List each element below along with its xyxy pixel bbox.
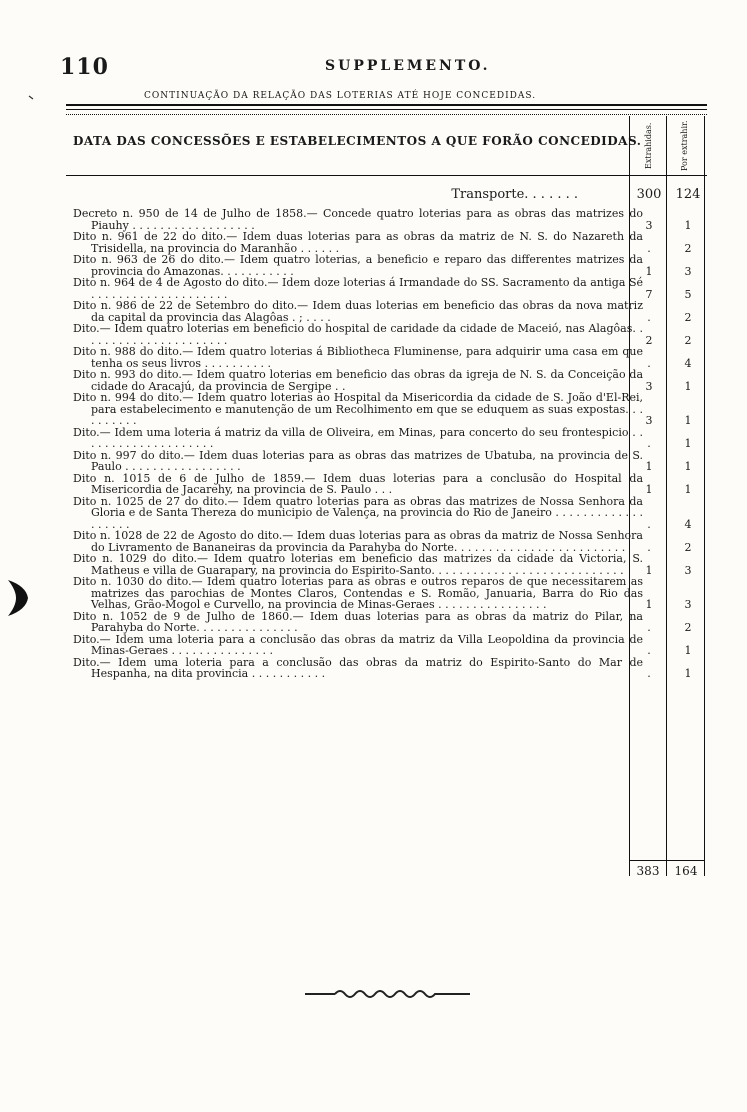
entry-extrahidas: 1 — [645, 483, 653, 496]
wavy-rule-ornament-icon — [0, 982, 747, 1002]
table-row — [73, 346, 703, 369]
header-rule-dotted — [66, 114, 707, 115]
entry-extrahidas: . — [647, 517, 651, 531]
entry-text: Dito n. 1029 do dito.— Idem quatro loterias em beneficio das matrizes da cidade da Victoria, S. Matheus e villa de Guarapary, na provincia do Espirito-Santo. . . . . . . . . . . . . . . . . . . . . . . . . . . . — [73, 552, 643, 577]
entry-extrahidas: . — [647, 621, 651, 634]
entry-por-extrahir: 5 — [684, 287, 692, 301]
table-row — [73, 611, 703, 634]
transporte-label: Transporte. . . . . . . — [451, 187, 578, 202]
entry-extrahidas: . — [647, 644, 651, 657]
table-row — [73, 231, 703, 254]
entry-por-extrahir: 4 — [684, 517, 692, 531]
table-header: DATA DAS CONCESSÕES E ESTABELECIMENTOS A QUE FORÃO CONCEDIDAS. — [73, 134, 642, 148]
entry-text: Decreto n. 950 de 14 de Julho de 1858.— Concede quatro loterias para as obras das matrizes do Piauhy . . . . . . . . . . . . . . . . . . — [73, 207, 643, 232]
entry-extrahidas: 7 — [645, 287, 653, 301]
entry-extrahidas: 2 — [645, 333, 653, 347]
total-por-extrahir: 164 — [674, 864, 698, 878]
table-row — [73, 576, 703, 611]
table-header-rule — [66, 175, 707, 176]
table-row — [73, 553, 703, 576]
table-row — [73, 392, 703, 427]
entry-extrahidas: 1 — [645, 460, 653, 473]
table-row — [73, 277, 703, 300]
entry-por-extrahir: 2 — [684, 333, 692, 347]
entry-text: Dito n. 961 de 22 do dito.— Idem duas loterias para as obras da matriz de N. S. do Nazareth da Trisidella, na provincia do Maranhão . . . . . . — [73, 230, 643, 255]
page-subtitle: CONTINUAÇÃO DA RELAÇÃO DAS LOTERIAS ATÉ HOJE CONCEDIDAS. — [144, 91, 537, 101]
header-rule-thick — [66, 104, 707, 106]
entry-text: Dito n. 1028 de 22 de Agosto do dito.— Idem duas loterias para as obras da matriz de Nossa Senhora do Livramento de Bananeiras da provincia da Parahyba do Norte. . . . . . . . . . . . . . . . . . . . . . . . . — [73, 529, 643, 554]
entry-text: Dito n. 993 do dito.— Idem quatro loterias em beneficio das obras da igreja de N. S. da Conceição da cidade do Aracajú, da provincia de Sergipe . . — [73, 368, 643, 393]
column-header-extrahidas: Extrahidas. — [644, 122, 653, 170]
page-number: 110 — [60, 54, 109, 80]
table-row — [73, 530, 703, 553]
entry-por-extrahir: 1 — [684, 379, 692, 393]
entry-por-extrahir: 3 — [684, 563, 692, 577]
entry-text: Dito.— Idem quatro loterias em beneficio do hospital de caridade da cidade de Maceió, nas Alagôas. . . . . . . . . . . . . . . . . . . . . . — [73, 322, 643, 347]
entries-list — [73, 208, 703, 680]
entry-por-extrahir: 2 — [684, 241, 692, 255]
total-extrahidas: 383 — [636, 864, 660, 878]
totals-row — [630, 860, 705, 882]
column-header-por-extrahir: Por extrahir. — [680, 120, 689, 172]
transporte-row — [73, 187, 703, 201]
entry-text: Dito n. 988 do dito.— Idem quatro loterias á Bibliotheca Fluminense, para adquirir uma casa em que tenha os seus livros . . . . . . . . . . — [73, 345, 643, 370]
entry-extrahidas: 1 — [645, 598, 653, 611]
table-row — [73, 300, 703, 323]
entry-por-extrahir: 2 — [684, 621, 692, 634]
table-row — [73, 634, 703, 657]
entry-text: Dito.— Idem uma loteria para a conclusão das obras da matriz do Espirito-Santo do Mar de Hespanha, na dita provincia . . . . . . . . . . . — [73, 655, 643, 680]
entry-extrahidas: . — [647, 310, 651, 324]
table-row — [73, 657, 703, 680]
entry-extrahidas: 3 — [645, 218, 653, 232]
table-row — [73, 323, 703, 346]
entry-por-extrahir: 1 — [684, 483, 692, 496]
entry-extrahidas: 3 — [645, 414, 653, 427]
table-row — [73, 208, 703, 231]
entry-text: Dito n. 1015 de 6 de Julho de 1859.— Idem duas loterias para a conclusão do Hospital da Misericordia de Jacarehy, na provincia de S. Paulo . . . — [73, 471, 643, 496]
entry-text: Dito n. 963 de 26 do dito.— Idem quatro loterias, a beneficio e reparo das differentes matrizes da provincia do Amazonas. . . . . . . . . . . — [73, 253, 643, 278]
entry-extrahidas: . — [647, 437, 651, 450]
entry-text: Dito n. 1030 do dito.— Idem quatro loterias para as obras e outros reparos de que necessitarem as matrizes das parochias de Montes Claros, Contendas e S. Romão, Januaria, Barra do Rio das Velhas, Grão-Mogol e Curvello, na provincia de Minas-Geraes . . . . . . . . . . . . . . . . — [73, 575, 643, 611]
entry-text: Dito.— Idem uma loteria para a conclusão das obras da matriz da Villa Leopoldina da provincia de Minas-Geraes . . . . . . . . . . . . . . . — [73, 632, 643, 657]
entry-extrahidas: . — [647, 241, 651, 255]
entry-por-extrahir: 3 — [684, 264, 692, 278]
entry-extrahidas: . — [647, 356, 651, 370]
entry-text: Dito n. 1052 de 9 de Julho de 1860.— Idem duas loterias para as obras da matriz do Pilar, na Parahyba do Norte. . . . . . . . . . . . . . . — [73, 609, 643, 634]
running-title: SUPPLEMENTO. — [325, 58, 491, 74]
entry-por-extrahir: 2 — [684, 540, 692, 554]
entry-por-extrahir: 1 — [684, 667, 692, 680]
entry-text: Dito n. 964 de 4 de Agosto do dito.— Idem doze loterias á Irmandade do SS. Sacramento da antiga Sé . . . . . . . . . . . . . . . . . . . . — [73, 276, 643, 301]
entry-por-extrahir: 1 — [684, 644, 692, 657]
entry-text: Dito.— Idem uma loteria á matriz da villa de Oliveira, em Minas, para concerto do seu frontespicio . . . . . . . . . . . . . . . . . . . . — [73, 425, 643, 450]
table-row — [73, 450, 703, 473]
entry-por-extrahir: 1 — [684, 218, 692, 232]
entry-por-extrahir: 4 — [684, 356, 692, 370]
entry-text: Dito n. 986 de 22 de Setembro do dito.— Idem duas loterias em beneficio das obras da nova matriz da capital da provincia das Alagôas . ; . . . . — [73, 299, 643, 324]
table-row — [73, 254, 703, 277]
entry-extrahidas: 1 — [645, 563, 653, 577]
entry-text: Dito n. 994 do dito.— Idem quatro loterias ao Hospital da Misericordia da cidade de S. João d'El-Rei, para estabelecimento e manutenção de um Recolhimento em que se eduquem as suas expostas. . . . . . . . . . — [73, 391, 643, 427]
totals-rule — [630, 860, 705, 861]
entry-por-extrahir: 2 — [684, 310, 692, 324]
transporte-por-extrahir: 124 — [675, 187, 701, 202]
entry-extrahidas: . — [647, 667, 651, 680]
table-row — [73, 369, 703, 392]
transporte-extrahidas: 300 — [636, 187, 662, 202]
entry-extrahidas: 3 — [645, 379, 653, 393]
header-rule-thin — [66, 109, 707, 110]
table-row — [73, 496, 703, 531]
table-row — [73, 473, 703, 496]
entry-text: Dito n. 997 do dito.— Idem duas loterias para as obras das matrizes de Ubatuba, na provincia de S. Paulo . . . . . . . . . . . . . . . . . — [73, 448, 643, 473]
entry-extrahidas: 1 — [645, 264, 653, 278]
margin-bracket-icon — [4, 578, 32, 618]
entry-por-extrahir: 1 — [684, 437, 692, 450]
entry-por-extrahir: 1 — [684, 460, 692, 473]
corner-dot — [28, 86, 34, 92]
entry-extrahidas: . — [647, 540, 651, 554]
entry-por-extrahir: 3 — [684, 598, 692, 611]
entry-por-extrahir: 1 — [684, 414, 692, 427]
table-row — [73, 427, 703, 450]
entry-text: Dito n. 1025 de 27 do dito.— Idem quatro loterias para as obras das matrizes de Nossa Senhora da Gloria e de Santa Thereza do municipio de Valença, na provincia do Rio de Janeiro . . . . . . . . . . . . . . . . . . . — [73, 494, 643, 531]
